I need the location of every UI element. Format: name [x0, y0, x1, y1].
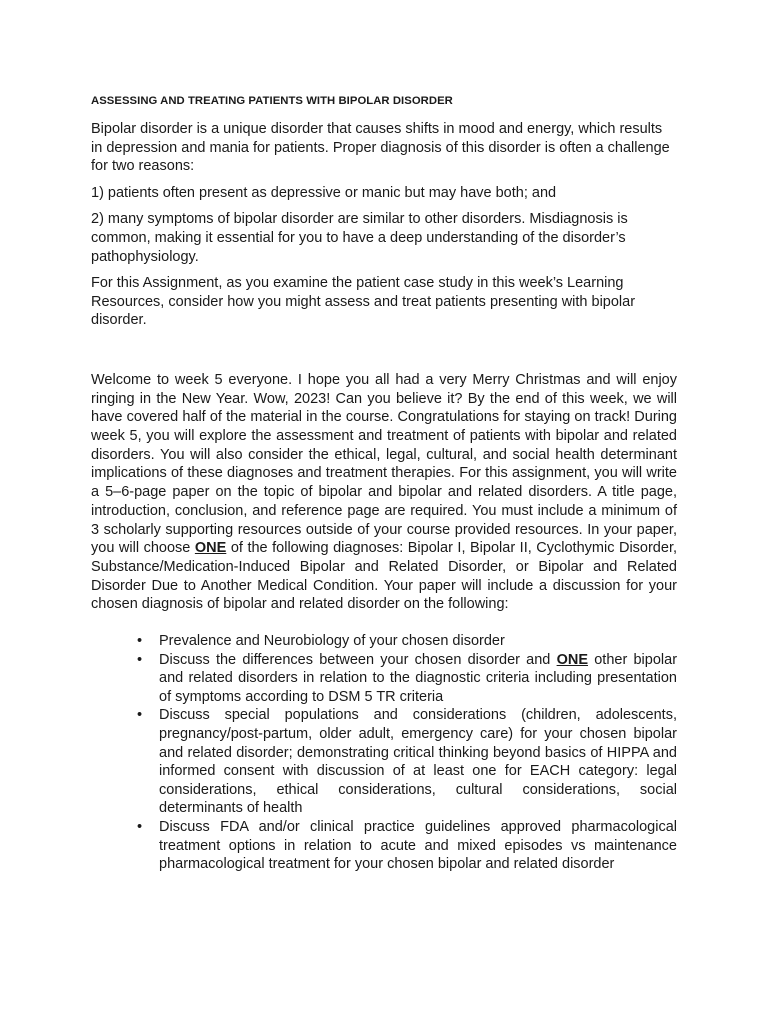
intro-paragraph-1: Bipolar disorder is a unique disorder that causes shifts in mood and energy, which results in depression and mania for patients. Proper diagnosis of this disorder is often a challenge for two reasons: [91, 121, 670, 175]
assignment-paragraph: For this Assignment, as you examine the patient case study in this week’s Learning Resources, consider how you might assess and treat patients presenting with bipolar disorder. [91, 275, 636, 329]
intro-reason-2: 2) many symptoms of bipolar disorder are similar to other disorders. Misdiagnosis is common, making it essential for you to have a deep understanding of the disorder’s pathophysiology. [91, 211, 628, 265]
list-item-text: Prevalence and Neurobiology of your chosen disorder [159, 633, 505, 650]
list-item [137, 818, 677, 874]
list-item [137, 632, 677, 651]
welcome-text-start: Welcome to week 5 everyone. I hope you all had a very Merry Christmas and will enjoy ringing in the New Year. Wow, 2023! Can you believe it? By the end of this week, we will have covered half of the material in the course. Congratulations for staying on track! During week 5, you will explore the assessment and treatment of patients with bipolar and related disorders. You will also consider the ethical, legal, cultural, and social health determinant implications of these diagnoses and treatment therapies. For this assignment, you will write a 5–6-page paper on the topic of bipolar and bipolar and related disorders. A title page, introduction, conclusion, and reference page are required. You must include a minimum of 3 scholarly supporting resources outside of your course provided resources. In your paper, you will choose [91, 371, 677, 557]
bullet-marker: • [137, 651, 143, 668]
welcome-text-end: of the following diagnoses: Bipolar I, Bipolar II, Cyclothymic Disorder, Substance/Medication-Induced Bipolar and Related Disorder, or Bipolar and Related Disorder Due to Another Medical Condition. Your paper will include a discussion for your chosen diagnosis of bipolar and related disorder on the following: [91, 540, 677, 613]
bullet-marker: • [137, 819, 143, 836]
list-item [137, 706, 677, 818]
list-item-text: Discuss FDA and/or clinical practice guidelines approved pharmacological treatment options in relation to acute and mixed episodes vs maintenance pharmacological treatment for your chosen bipolar and related disorder [159, 819, 677, 873]
document-page [91, 94, 677, 874]
bullet-marker: • [137, 707, 143, 724]
bullet-marker: • [137, 633, 143, 650]
requirements-list [91, 632, 677, 874]
spacer [91, 338, 677, 371]
welcome-paragraph [91, 371, 677, 614]
list-item-text: Discuss special populations and considerations (children, adolescents, pregnancy/post-partum, older adult, emergency care) for your chosen bipolar and related disorder; demonstrating critical thinking beyond basics of HIPPA and informed consent with discussion of at least one for EACH category: legal considerations, ethical considerations, cultural considerations, social determinants of health [159, 707, 677, 817]
document-title: ASSESSING AND TREATING PATIENTS WITH BIPOLAR DISORDER [91, 95, 453, 107]
list-item-text-start: Discuss the differences between your chosen disorder and [159, 651, 551, 668]
emphasis-one: ONE [556, 651, 589, 668]
list-item-text-end: other bipolar and related disorders in relation to the diagnostic criteria including presentation of symptoms according to DSM 5 TR criteria [159, 651, 678, 705]
intro-reason-1: 1) patients often present as depressive or manic but may have both; and [91, 184, 557, 201]
list-item [137, 651, 678, 707]
emphasis-one: ONE [194, 540, 227, 557]
